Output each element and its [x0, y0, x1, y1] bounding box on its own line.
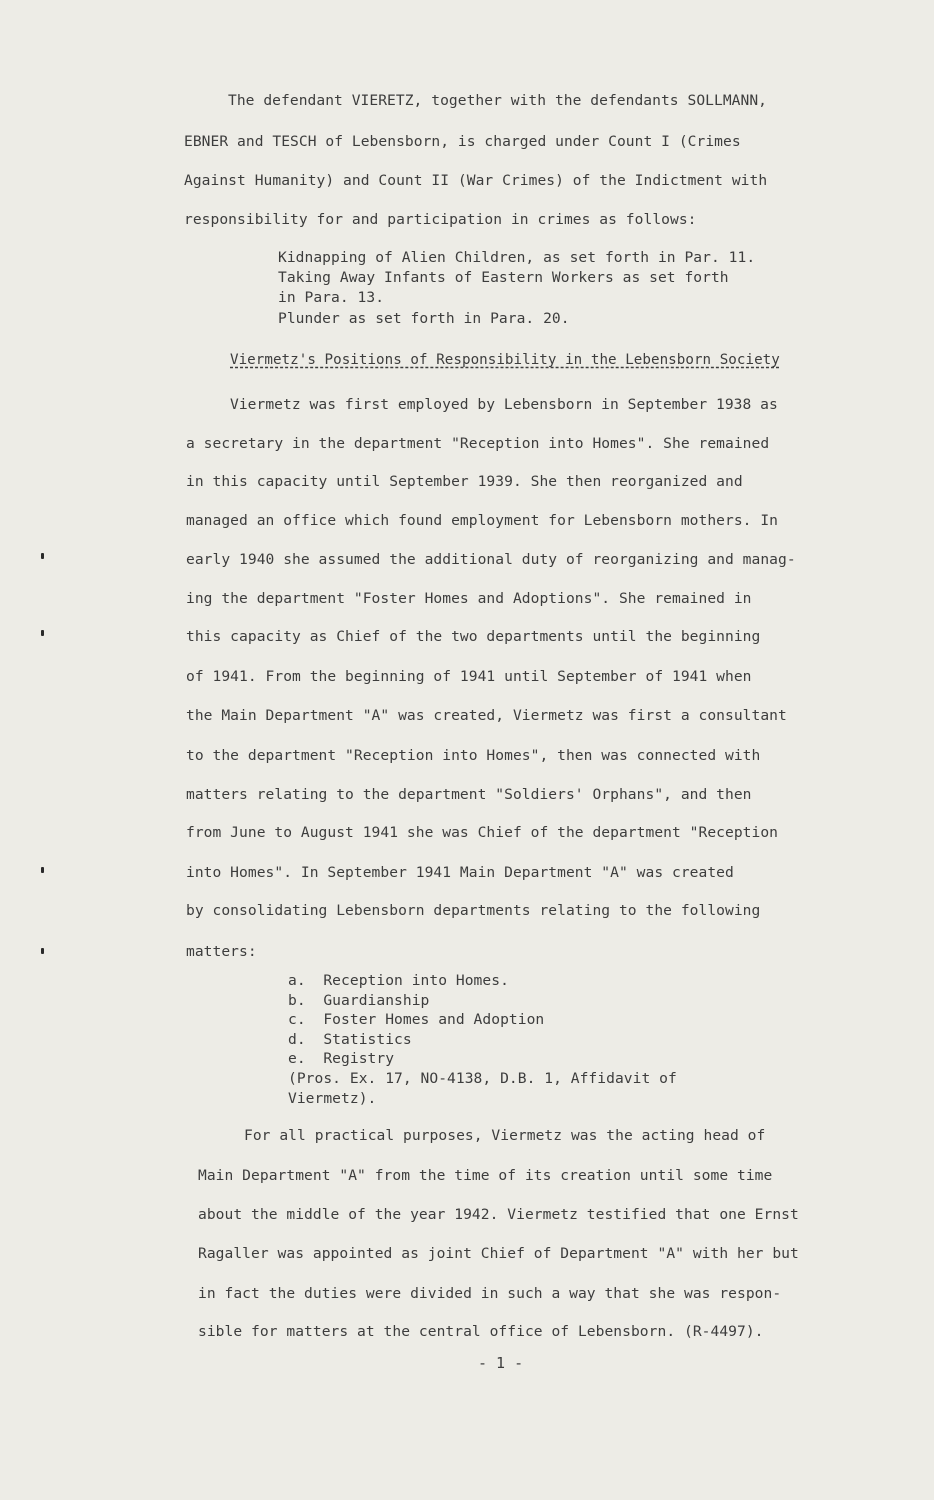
list-item-e: e. Registry [288, 1050, 395, 1067]
body-line-8: of 1941. From the beginning of 1941 until September of 1941 when [186, 668, 752, 685]
intro-line-3: Against Humanity) and Count II (War Crimes) of the Indictment with [184, 172, 768, 189]
margin-mark [41, 948, 44, 954]
margin-mark [41, 553, 44, 559]
page-number: - 1 - [478, 1354, 524, 1372]
body-line-11: matters relating to the department "Soldiers' Orphans", and then [186, 786, 752, 803]
list-item-b: b. Guardianship [288, 992, 430, 1009]
body-line-12: from June to August 1941 she was Chief of the department "Reception [186, 824, 779, 841]
intro-line-1: The defendant VIERETZ, together with the defendants SOLLMANN, [228, 92, 768, 109]
citation-line-1: (Pros. Ex. 17, NO-4138, D.B. 1, Affidavit of [288, 1070, 677, 1087]
body-line-2: a secretary in the department "Reception into Homes". She remained [186, 435, 770, 452]
body-line-10: to the department "Reception into Homes", then was connected with [186, 747, 761, 764]
body-line-14: by consolidating Lebensborn departments relating to the following [186, 902, 761, 919]
body-line-15: matters: [186, 943, 257, 960]
closing-line-3: about the middle of the year 1942. Viermetz testified that one Ernst [198, 1206, 799, 1223]
charge-line-2: Taking Away Infants of Eastern Workers as set forth [278, 269, 729, 286]
closing-line-5: in fact the duties were divided in such a way that she was respon- [198, 1285, 782, 1302]
body-line-13: into Homes". In September 1941 Main Department "A" was created [186, 864, 734, 881]
body-line-5: early 1940 she assumed the additional duty of reorganizing and manag- [186, 551, 796, 568]
closing-line-1: For all practical purposes, Viermetz was the acting head of [244, 1127, 766, 1144]
list-item-c: c. Foster Homes and Adoption [288, 1011, 545, 1028]
charge-line-1: Kidnapping of Alien Children, as set forth in Par. 11. [278, 249, 756, 266]
body-line-9: the Main Department "A" was created, Viermetz was first a consultant [186, 707, 787, 724]
section-heading: Viermetz's Positions of Responsibility in the Lebensborn Society [230, 352, 780, 368]
charge-line-4: Plunder as set forth in Para. 20. [278, 310, 570, 327]
body-line-7: this capacity as Chief of the two departments until the beginning [186, 628, 761, 645]
body-line-1: Viermetz was first employed by Lebensborn in September 1938 as [230, 396, 778, 413]
margin-mark [41, 867, 44, 873]
body-line-3: in this capacity until September 1939. She then reorganized and [186, 473, 743, 490]
closing-line-2: Main Department "A" from the time of its creation until some time [198, 1167, 773, 1184]
list-item-a: a. Reception into Homes. [288, 972, 509, 989]
intro-line-4: responsibility for and participation in crimes as follows: [184, 211, 697, 228]
closing-line-4: Ragaller was appointed as joint Chief of Department "A" with her but [198, 1245, 799, 1262]
intro-line-2: EBNER and TESCH of Lebensborn, is charged under Count I (Crimes [184, 133, 741, 150]
body-line-6: ing the department "Foster Homes and Adoptions". She remained in [186, 590, 752, 607]
list-item-d: d. Statistics [288, 1031, 412, 1048]
charge-line-3: in Para. 13. [278, 289, 385, 306]
citation-line-2: Viermetz). [288, 1090, 377, 1107]
margin-mark [41, 630, 44, 636]
body-line-4: managed an office which found employment for Lebensborn mothers. In [186, 512, 779, 529]
closing-line-6: sible for matters at the central office of Lebensborn. (R-4497). [198, 1323, 764, 1340]
